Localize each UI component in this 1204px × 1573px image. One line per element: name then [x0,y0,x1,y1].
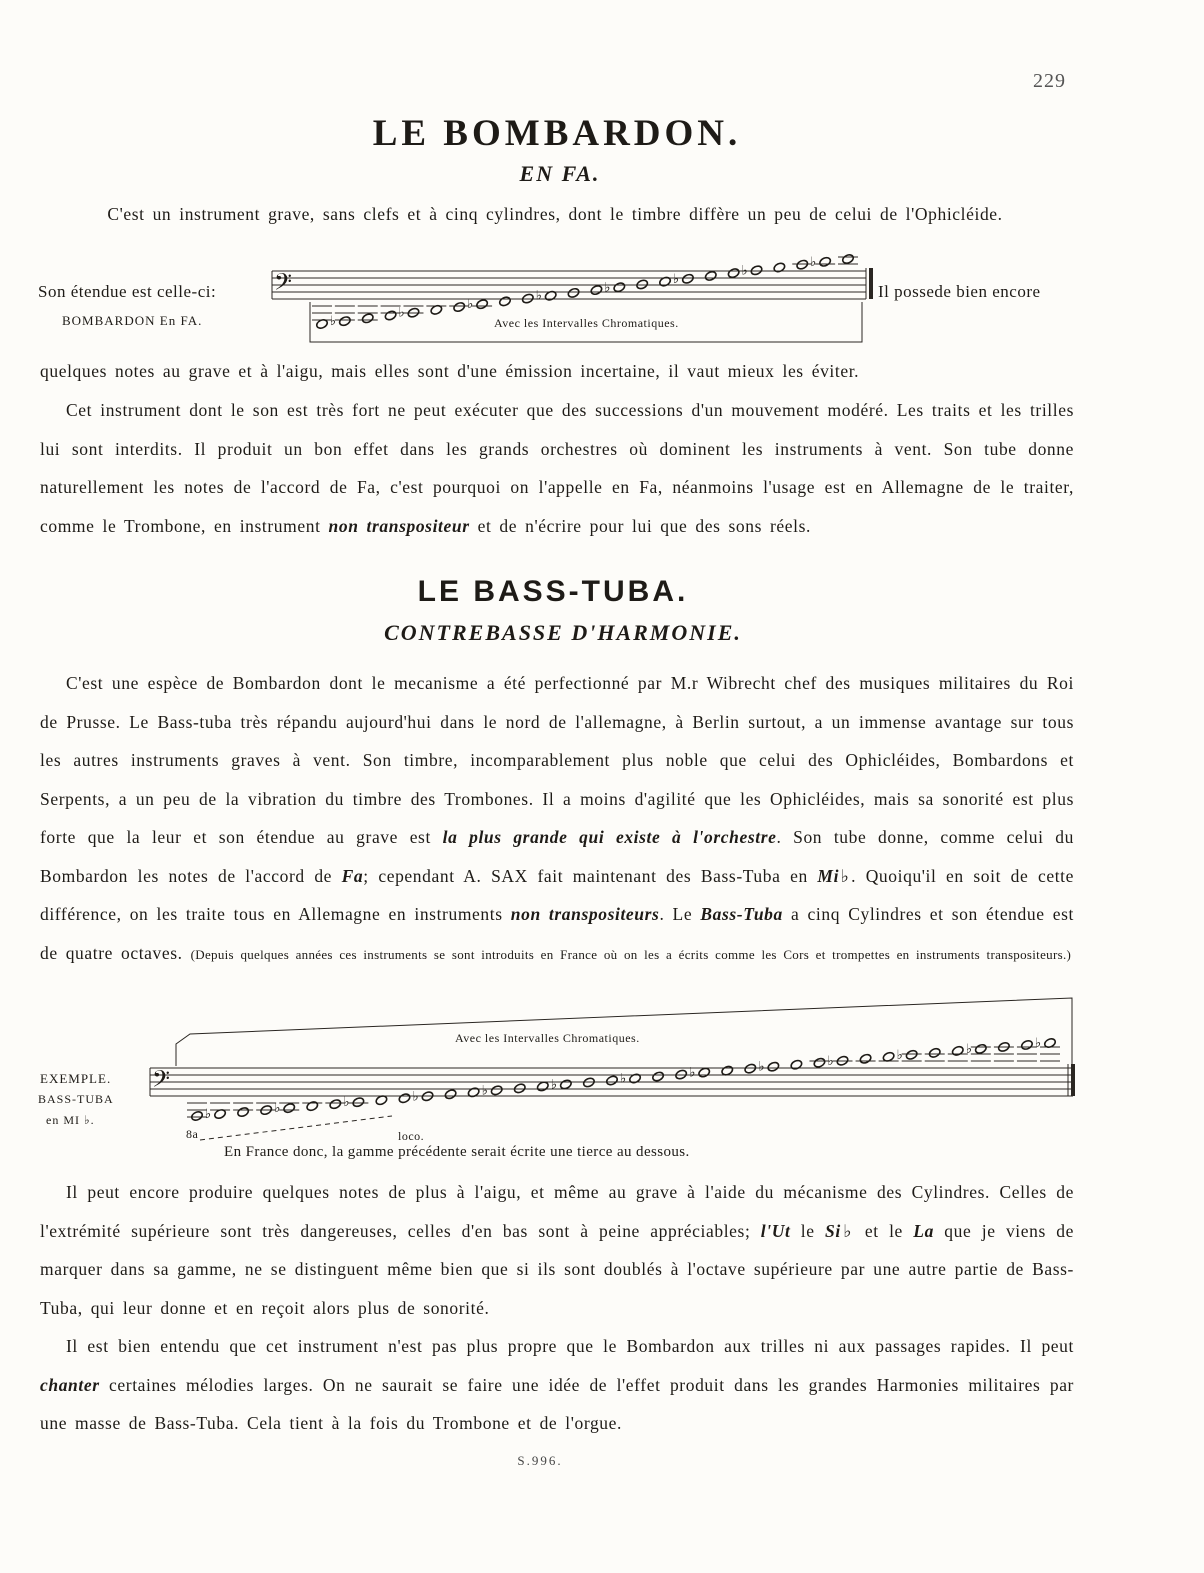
whole-note [636,279,649,291]
whole-note [1020,1039,1033,1051]
flat-icon: ♭ [620,1071,627,1087]
flat-icon: ♭ [412,1089,419,1105]
whole-note [882,1051,895,1063]
whole-note [841,253,854,265]
basstuba-p1-emphasis-4: non transpositeurs [510,904,660,924]
basstuba-p3-text-a: Il est bien entendu que cet instrument n'est pas plus propre que le Bombardon aux trilles ni aux passages rapides. Il peut [66,1336,1074,1356]
flat-icon: ♭ [672,271,680,287]
basstuba-p1-text-f: a cinq Cylindres et son étendue est de quatre octaves. [40,904,1074,963]
bombardon-p1 [40,352,1074,391]
whole-note [453,301,466,313]
basstuba-notes [187,1036,1060,1122]
basstuba-p3 [40,1327,1074,1443]
flat-icon: ♭ [689,1065,696,1081]
whole-note [651,1071,664,1083]
whole-note [767,1061,780,1073]
whole-note [567,287,580,299]
whole-note [905,1049,918,1061]
whole-note [974,1043,987,1055]
bombardon-p2-text-b: et de n'écrire pour lui que des sons réels. [469,515,811,536]
basstuba-p1-footnote: (Depuis quelques années ces instruments se sont introduits en France où on les a écrits comme les Cors et trompettes en instruments transpositeurs.) [190,946,1072,962]
flat-icon: ♭ [604,280,611,296]
flat-icon: ♭ [965,1041,972,1057]
bombardon-range-label: Son étendue est celle-ci: [38,282,217,301]
basstuba-p2 [40,1173,1074,1327]
basstuba-subtitle: CONTREBASSE D'HARMONIE. [384,620,742,645]
whole-note [398,1092,411,1104]
basstuba-p1-emphasis-5: Bass-Tuba [700,904,783,924]
bombardon-range-after: Il possede bien encore [878,282,1041,301]
whole-note [490,1085,503,1097]
example-label-3: en MI ♭. [46,1113,95,1127]
whole-note [237,1106,250,1118]
whole-note [744,1063,757,1075]
flat-icon: ♭ [550,1077,558,1093]
whole-note [361,313,374,325]
whole-note [813,1057,826,1069]
flat-icon: ♭ [274,1101,281,1117]
bombardon-staff-caption: Avec les Intervalles Chromatiques. [494,316,679,330]
bombardon-p2 [40,391,1074,545]
basstuba-p1-text-c: ; cependant A. SAX fait maintenant des Bass-Tuba en [363,865,818,886]
whole-note [605,1075,618,1087]
whole-note [190,1110,203,1122]
bombardon-intro [40,195,1070,234]
basstuba-p1-text-a: C'est une espèce de Bombardon dont le mecanisme a été perfectionné par M.r Wibrecht chef des musiques militaires du Roi de Prusse. Le Bass-tuba très répandu aujourd'hui dans le nord de l'allemagne, à Berlin surtout, a un immense avantage sur tous les autres instruments graves à vent. Son timbre, incomparablement plus noble que celui des Ophicléides, Bombardons et Serpents, a un peu de la vibration du timbre des Trombones. Il a moins d'agilité que les Ophicléides, mais sa sonorité est plus forte que la leur et son étendue au grave est [40,673,1074,847]
whole-note [704,270,717,282]
basstuba-p2-text-c: et le [854,1220,914,1241]
basstuba-p2-text-d: que je viens de marquer dans sa gamme, ne se distinguent même bien que si ils sont doublés à l'octave supérieure par une autre partie de Bass-Tuba, qui leur donne et en reçoit alors plus de sonorité. [40,1220,1074,1318]
basstuba-p1 [40,664,1074,974]
whole-note [498,296,511,308]
bombardon-p2-emphasis: non transpositeur [328,515,470,536]
bombardon-p2-text-a: Cet instrument dont le son est très fort ne peut exécuter que des successions d'un mouvement modéré. Les traits et les trilles lui sont interdits. Il produit un bon effet dans les grands orchestres où dominent les instruments à vent. Son tube donne naturellement les notes de l'accord de Fa, c'est pourquoi on l'appelle en Fa, néanmoins l'usage est en Allemagne de le traiter, comme le Trombone, en instrument [40,400,1074,536]
whole-note [467,1087,480,1099]
basstuba-staff-caption: Avec les Intervalles Chromatiques. [455,1031,640,1045]
whole-note [306,1100,319,1112]
flat-icon: ♭ [810,254,817,270]
whole-note [338,315,351,327]
basstuba-p2-text-a: Il peut encore produire quelques notes de plus à l'aigu, et même au grave à l'aide du mécanisme des Cylindres. Celles de l'extrémité supérieure sont très dangereuses, celles d'en bas sont à peine appréciables; [40,1182,1074,1241]
basstuba-p2-emphasis-1: l'Ut [760,1220,791,1241]
whole-note [628,1073,641,1085]
basstuba-p1-emphasis-3: Mi♭ [817,865,852,886]
page-number: 229 [1033,70,1066,92]
bass-clef-icon-2: 𝄢 [152,1065,171,1098]
basstuba-p1-text-d: . Quoiqu'il en soit de cette différence, on les traite tous en Allemagne en instruments [40,865,1074,924]
flat-icon: ♭ [896,1047,903,1063]
basstuba-p2-emphasis-2: Si♭ [825,1220,855,1241]
whole-note [675,1069,688,1081]
bass-clef-icon: 𝄢 [274,268,293,301]
whole-note [997,1041,1010,1053]
bombardon-title: LE BOMBARDON. [372,113,742,154]
basstuba-p3-emphasis: chanter [40,1374,100,1395]
whole-note [582,1077,595,1089]
basstuba-p1-text-e: . Le [659,904,701,924]
flat-icon: ♭ [467,297,474,313]
whole-note [721,1065,734,1077]
whole-note [658,276,671,288]
whole-note [260,1104,273,1116]
bombardon-p1-text: quelques notes au grave et à l'aigu, mais elles sont d'une émission incertaine, il vaut mieux les éviter. [40,361,860,381]
whole-note [951,1045,964,1057]
loco-mark: loco. [398,1129,425,1143]
basstuba-staff-lines [150,998,1073,1140]
whole-note [836,1055,849,1067]
basstuba-p2-emphasis-3: La [913,1220,934,1241]
whole-note [421,1091,434,1103]
flat-icon: ♭ [741,263,748,279]
whole-note [283,1102,296,1114]
whole-note [559,1079,572,1091]
whole-note [407,307,420,319]
whole-note [375,1094,388,1106]
flat-icon: ♭ [329,314,337,330]
whole-note [859,1053,872,1065]
whole-note [544,290,557,302]
whole-note [727,267,740,279]
whole-note [521,293,534,305]
whole-note [329,1098,342,1110]
whole-note [790,1059,803,1071]
whole-note [750,265,763,277]
flat-icon: ♭ [1035,1036,1042,1051]
example-label-1: EXEMPLE. [40,1071,112,1086]
basstuba-p1-emphasis-1: la plus grande qui existe à l'orchestre [442,827,777,847]
whole-note [315,318,328,330]
whole-note [590,284,603,296]
example-label-2: BASS-TUBA [38,1092,114,1106]
whole-note [773,262,786,274]
whole-note [475,298,488,310]
basstuba-p2-text-b: le [790,1220,826,1241]
whole-note [352,1096,365,1108]
basstuba-title: LE BASS-TUBA. [417,575,689,608]
whole-note [213,1108,226,1120]
basstuba-p1-text-b: . Son tube donne, comme celui du Bombardon les notes de l'accord de [40,827,1074,886]
whole-note [698,1067,711,1079]
whole-note [681,273,694,285]
bombardon-staff-label: BOMBARDON En FA. [62,313,203,328]
basstuba-staff-note: En France donc, la gamme précédente serait écrite une tierce au dessous. [224,1144,690,1160]
whole-note [613,281,626,293]
whole-note [384,310,397,322]
basstuba-p1-emphasis-2: Fa [341,865,364,886]
flat-icon: ♭ [535,288,542,304]
whole-note [513,1083,526,1095]
flat-icon: ♭ [398,305,405,321]
whole-note [536,1081,549,1093]
whole-note [1043,1037,1056,1049]
page-footer: S.996. [517,1453,563,1468]
flat-icon: ♭ [343,1095,350,1111]
flat-icon: ♭ [827,1053,834,1069]
whole-note [430,304,443,316]
whole-note [819,256,832,268]
flat-icon: ♭ [481,1083,488,1099]
basstuba-p3-text-b: certaines mélodies larges. On ne saurait se faire une idée de l'effet produit dans les grandes Harmonies militaires par une masse de Bass-Tuba. Cela tient à la fois du Trombone et de l'orgue. [40,1374,1074,1433]
bombardon-intro-text: C'est un instrument grave, sans clefs et à cinq cylindres, dont le timbre diffère un peu de celui de l'Ophicléide. [107,204,1003,224]
whole-note [796,259,809,271]
bombardon-subtitle: EN FA. [519,161,601,186]
flat-icon: ♭ [758,1059,765,1075]
flat-icon: ♭ [205,1107,212,1123]
whole-note [928,1047,941,1059]
whole-note [444,1089,457,1101]
ottava-mark: 8a [186,1127,199,1141]
